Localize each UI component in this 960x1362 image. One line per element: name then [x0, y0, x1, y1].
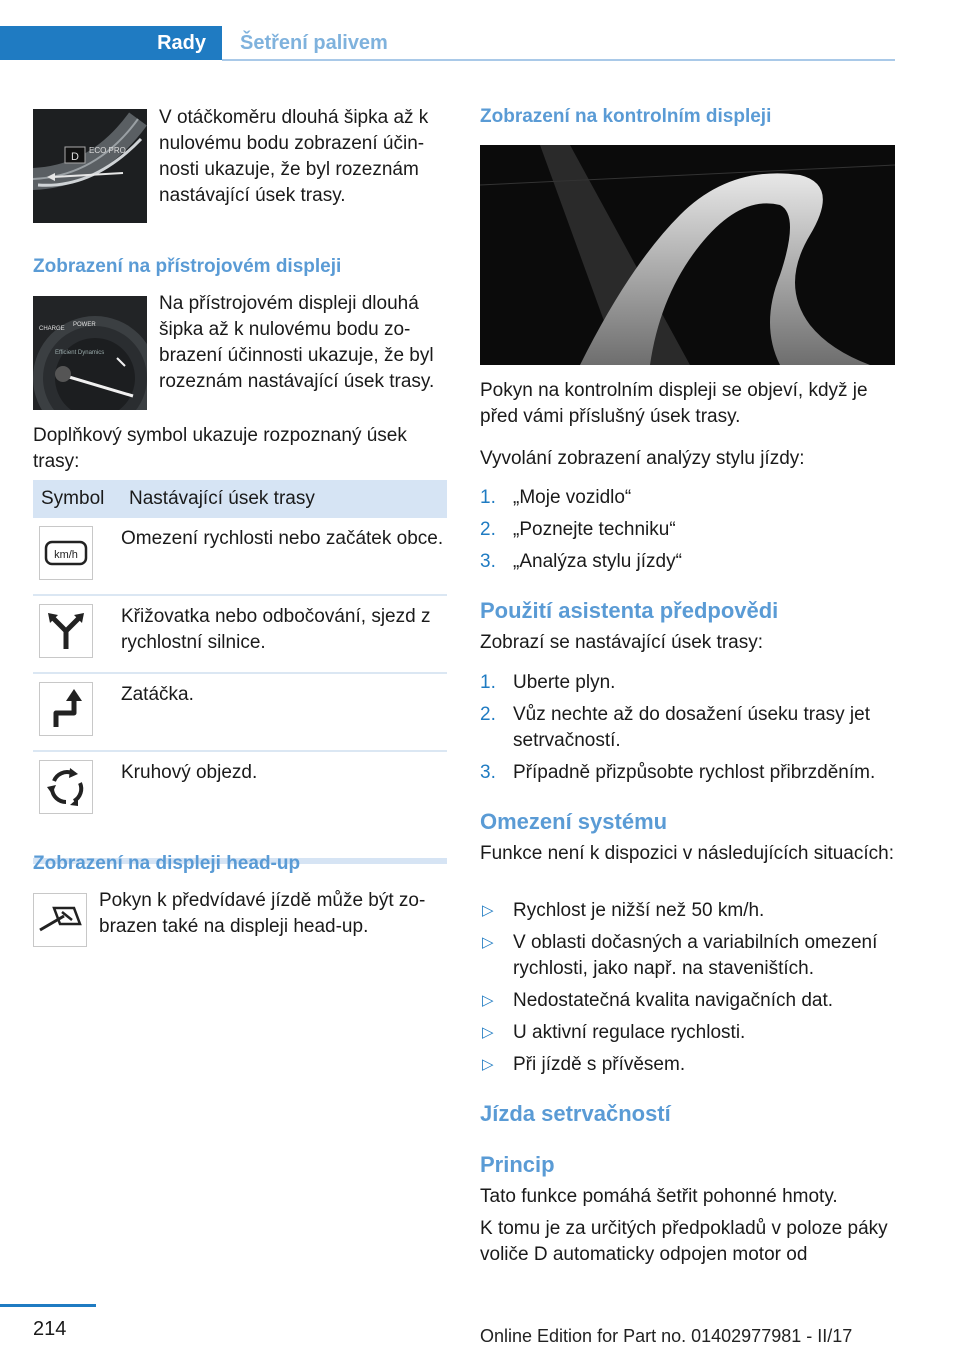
principle-heading: Princip: [480, 1152, 555, 1177]
tachometer-image: [33, 109, 147, 223]
use-intro: Zobrazí se nastávající úsek trasy:: [480, 632, 764, 653]
call-steps-list: [480, 485, 895, 581]
list-item: 1. „Moje vozidlo“: [480, 487, 632, 508]
hud-icon: [33, 893, 87, 947]
list-item: 3. „Analýza stylu jízdy“: [480, 551, 682, 572]
row-description: Omezení rychlosti nebo začátek obce.: [121, 528, 444, 549]
list-item: 3. Případně přizpůsobte rychlost přibrzděním.: [480, 762, 876, 783]
junction-icon: [39, 604, 93, 658]
table-row: [33, 518, 447, 594]
symbol-intro: Doplňkový symbol ukazuje rozpoznaný úsek trasy:: [33, 425, 407, 472]
cluster-heading: Zobrazení na přístrojovém displeji: [33, 256, 342, 277]
table-row: [33, 750, 447, 828]
table-header: [33, 480, 447, 518]
edition-note: Online Edition for Part no. 01402977981 - II/17: [480, 1326, 853, 1346]
footer-divider: [0, 1304, 96, 1307]
list-item: ▷ U aktivní regulace rychlosti.: [482, 1022, 746, 1043]
principle-text-1: Tato funkce pomáhá šetřit pohonné hmoty.: [480, 1186, 838, 1207]
col-symbol: Symbol: [41, 488, 105, 509]
cluster-text: Na přístrojovém displeji dlouhá šipka až k nulovému bodu zobrazení účinnosti ukazuje, že byl rozeznám nastávající úsek trasy.: [159, 293, 435, 392]
eco-pro-label: ECO PRO: [89, 146, 126, 155]
gear-label: D: [71, 151, 79, 163]
col-description: Nastávající úsek trasy: [129, 488, 315, 509]
power-label: POWER: [73, 322, 96, 328]
instrument-cluster-image: [33, 296, 147, 410]
coasting-heading: Jízda setrvačností: [480, 1101, 671, 1126]
page-number: 214: [33, 1318, 67, 1340]
limits-intro: Funkce není k dispozici v následujících situacích:: [480, 843, 894, 864]
table-row: [33, 594, 447, 672]
hud-heading: Zobrazení na displeji head-up: [33, 853, 301, 874]
row-description: Zatáčka.: [121, 684, 194, 705]
symbol-table: [33, 480, 447, 864]
control-display-text: Pokyn na kontrolním displeji se objeví, když je před vámi příslušný úsek trasy.: [480, 380, 868, 427]
row-description: Křižovatka nebo odbočování, sjezd z rychlostní silnice.: [121, 606, 431, 653]
list-item: 2. „Poznejte techniku“: [480, 519, 676, 540]
control-display-image: [480, 145, 895, 365]
hud-text: Pokyn k předvídavé jízdě může být zobrazen také na displeji head-up.: [99, 890, 426, 937]
curve-icon: [39, 682, 93, 736]
call-intro: Vyvolání zobrazení analýzy stylu jízdy:: [480, 448, 805, 469]
list-item: ▷ Při jízdě s přívěsem.: [482, 1054, 686, 1075]
speed-limit-icon: [39, 526, 93, 580]
principle-text-2: K tomu je za určitých předpokladů v poloze páky voliče D automaticky odpojen motor od: [480, 1218, 888, 1265]
header-divider: [222, 59, 895, 61]
row-description: Kruhový objezd.: [121, 762, 258, 783]
roundabout-icon: [39, 760, 93, 814]
limits-list: [480, 898, 895, 1084]
control-display-heading: Zobrazení na kontrolním displeji: [480, 106, 772, 127]
list-item: ▷ Nedostatečná kvalita navigačních dat.: [482, 990, 834, 1011]
use-steps-list: [480, 670, 895, 792]
efficient-label: Efficient Dynamics: [55, 350, 105, 356]
use-heading: Použití asistenta předpovědi: [480, 598, 779, 623]
tacho-text: V otáčkoměru dlouhá šipka až k nulovému bodu zobrazení účinnosti ukazuje, že byl rozeznám nastávající úsek trasy.: [159, 107, 429, 206]
list-item: ▷ V oblasti dočasných a variabilních omezení rychlosti, jako např. na staveništích.: [482, 932, 878, 979]
page-header: [0, 26, 895, 62]
table-row: [33, 672, 447, 750]
limits-heading: Omezení systému: [480, 809, 668, 834]
svg-text:km/h: km/h: [54, 549, 78, 561]
charge-label: CHARGE: [39, 326, 65, 332]
tab-setreni-palivem: Šetření palivem: [240, 31, 388, 54]
list-item: ▷ Rychlost je nižší než 50 km/h.: [482, 900, 765, 921]
list-item: 1. Uberte plyn.: [480, 672, 616, 693]
tab-rady: Rady: [0, 26, 222, 60]
list-item: 2. Vůz nechte až do dosažení úseku trasy jet setrvačností.: [480, 704, 870, 751]
